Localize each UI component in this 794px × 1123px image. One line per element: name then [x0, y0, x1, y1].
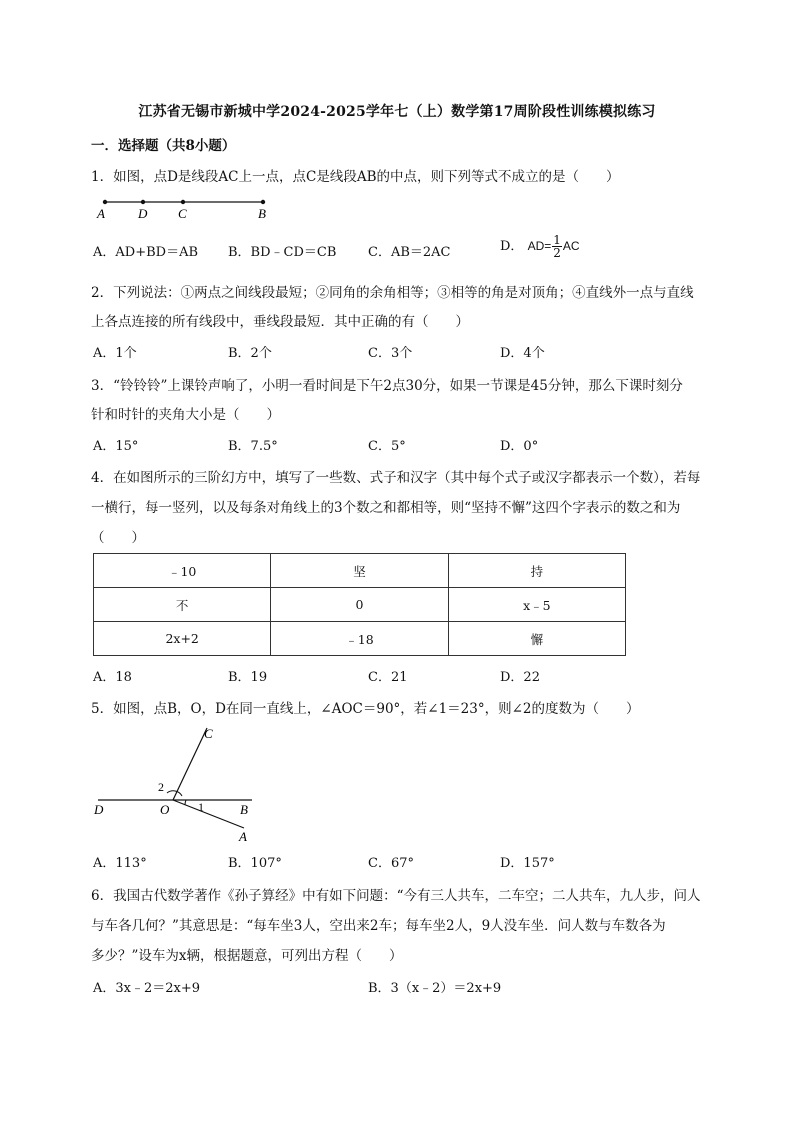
label-d: D: [138, 206, 148, 221]
table-cell: ﹣18: [271, 622, 448, 656]
table-cell: x﹣5: [448, 588, 625, 622]
question-6-text-line2: 与车各几何？”其意思是：“每车坐3人，空出来2车；每车坐2人，9人没车坐．问人数与车数各为: [91, 918, 666, 934]
label-o: O: [160, 802, 170, 817]
label-c: C: [178, 206, 187, 221]
q1-option-d: [500, 234, 580, 259]
q1-option-d-prefix: D．: [500, 239, 524, 254]
table-cell: ﹣10: [94, 554, 271, 588]
q6-option-b: B．3（x﹣2）＝2x+9: [368, 981, 502, 996]
question-2-text-line2: 上各点连接的所有线段中，垂线段最短．其中正确的有（ ）: [91, 314, 469, 330]
q6-option-a: A．3x﹣2＝2x+9: [93, 981, 201, 996]
table-row: [94, 588, 626, 622]
label-a: A: [97, 206, 105, 221]
q3-option-a: A．15°: [93, 439, 139, 454]
q3-option-b: B．7.5°: [228, 439, 278, 454]
question-5-text: 5．如图，点B，O，D在同一直线上，∠AOC＝90°，若∠1＝23°，则∠2的度数为（ ）: [91, 701, 640, 717]
q1-option-d-left: AD=: [527, 239, 552, 253]
question-4-text-line3: （ ）: [91, 530, 145, 546]
q5-option-a: A．113°: [93, 856, 147, 871]
magic-square-table: [93, 553, 626, 656]
question-1-segment-figure: [95, 196, 275, 222]
q5-option-d: D．157°: [500, 856, 555, 871]
fraction-one-half: $\frac{1}{2}$: [553, 233, 561, 260]
q1-option-c: C．AB＝2AC: [368, 245, 451, 260]
table-cell: 不: [94, 588, 271, 622]
angle-2-arc: [167, 791, 182, 796]
question-5-angle-figure: [90, 722, 265, 844]
q5-option-c: C．67°: [368, 856, 414, 871]
table-cell: 坚: [271, 554, 448, 588]
table-cell: 2x+2: [94, 622, 271, 656]
q1-option-b: B．BD﹣CD＝CB: [228, 245, 337, 260]
label-angle-2: 2: [158, 780, 164, 794]
label-b: B: [258, 206, 266, 221]
table-row: [94, 622, 626, 656]
table-row: [94, 554, 626, 588]
q1-option-d-right: AC: [562, 239, 580, 253]
q2-option-d: D．4个: [500, 346, 545, 361]
page-title: 江苏省无锡市新城中学2024-2025学年七（上）数学第17周阶段性训练模拟练习: [138, 104, 656, 120]
question-3-text-line1: 3．“铃铃铃”上课铃声响了，小明一看时间是下午2点30分，如果一节课是45分钟，那么下课时刻分: [91, 378, 683, 394]
label-a: A: [239, 829, 247, 844]
label-d: D: [94, 802, 104, 817]
section-heading: 一．选择题（共8小题）: [91, 138, 236, 154]
question-4-text-line2: 一横行，每一竖列，以及每条对角线上的3个数之和都相等，则“坚持不懈”这四个字表示的数之和为: [91, 500, 681, 516]
q4-option-b: B．19: [228, 670, 268, 685]
label-c: C: [204, 726, 213, 741]
q5-option-b: B．107°: [228, 856, 282, 871]
label-b: B: [240, 802, 248, 817]
question-6-text-line1: 6．我国古代数学著作《孙子算经》中有如下问题：“今有三人共车，二车空；二人共车，九人步，问人: [91, 888, 701, 904]
question-3-text-line2: 针和时针的夹角大小是（ ）: [91, 407, 280, 423]
label-angle-1: 1: [198, 800, 204, 814]
question-4-text-line1: 4．在如图所示的三阶幻方中，填写了一些数、式子和汉字（其中每个式子或汉字都表示一个数），若每: [91, 470, 701, 486]
point-a-dot: [103, 200, 107, 204]
q4-option-a: A．18: [93, 670, 132, 685]
ray-oa: [173, 800, 244, 828]
angle-1-arc: [185, 800, 186, 805]
q3-option-c: C．5°: [368, 439, 406, 454]
q2-option-a: A．1个: [93, 346, 137, 361]
point-d-dot: [141, 200, 145, 204]
q4-option-c: C．21: [368, 670, 408, 685]
q2-option-b: B．2个: [228, 346, 272, 361]
table-cell: 0: [271, 588, 448, 622]
question-2-text-line1: 2．下列说法：①两点之间线段最短；②同角的余角相等；③相等的角是对顶角；④直线外一点与直线: [91, 285, 694, 301]
q4-option-d: D．22: [500, 670, 540, 685]
question-6-text-line3: 多少？”设车为x辆，根据题意，可列出方程（ ）: [91, 948, 403, 964]
ray-oc: [173, 728, 207, 800]
q1-option-a: A．AD+BD＝AB: [93, 245, 199, 260]
q3-option-d: D．0°: [500, 439, 539, 454]
table-cell: 懈: [448, 622, 625, 656]
question-1-text: 1．如图，点D是线段AC上一点，点C是线段AB的中点，则下列等式不成立的是（ ）: [91, 169, 620, 185]
point-b-dot: [261, 200, 265, 204]
point-c-dot: [181, 200, 185, 204]
q2-option-c: C．3个: [368, 346, 413, 361]
table-cell: 持: [448, 554, 625, 588]
